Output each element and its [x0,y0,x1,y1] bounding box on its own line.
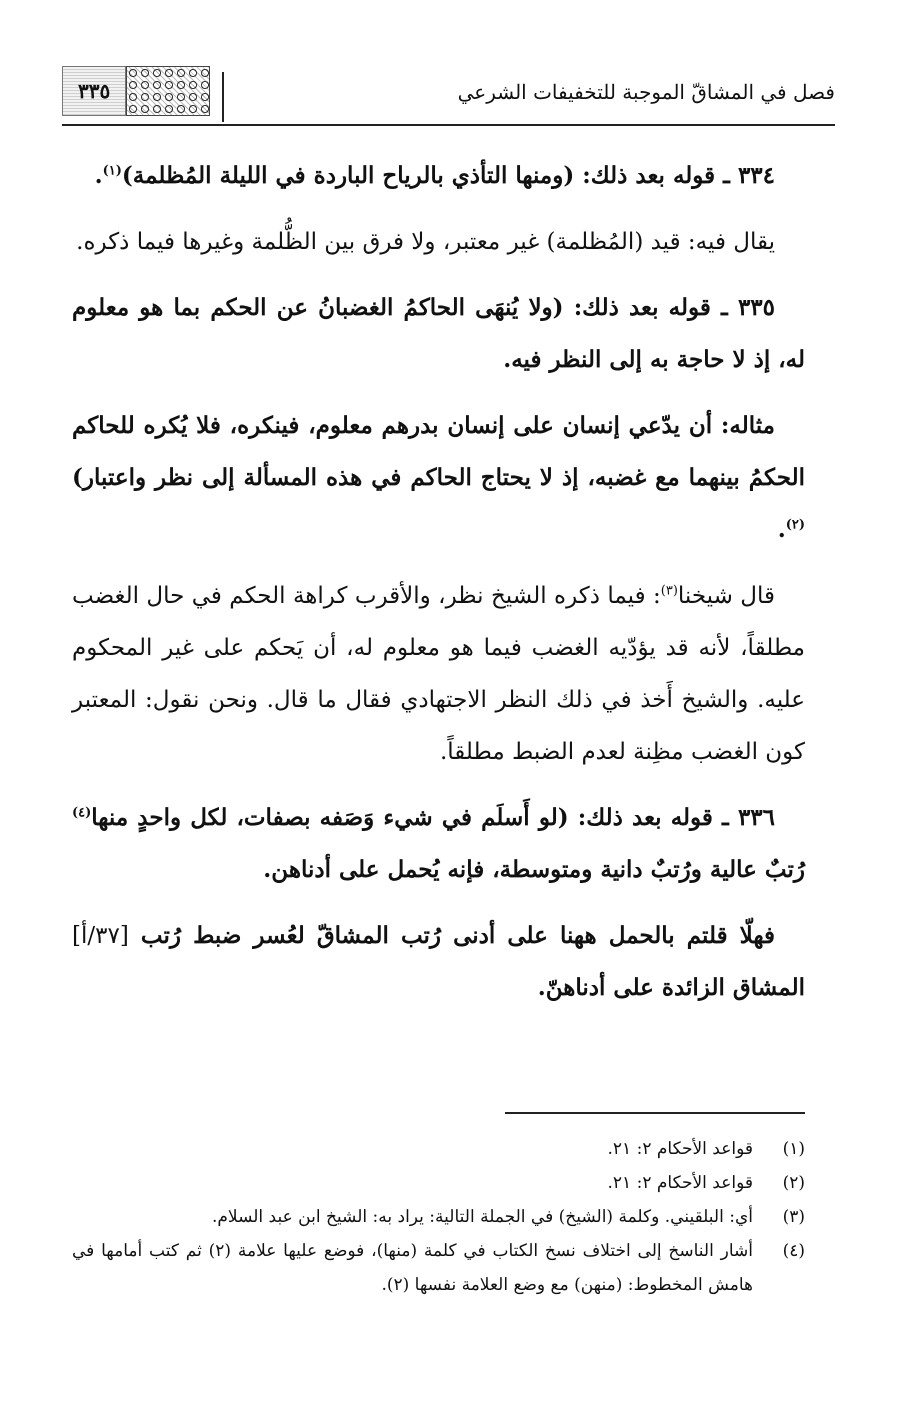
paragraph-shaykh [72,570,805,778]
footnote-number: (٤) [782,1241,805,1261]
footnote-marker: (٤) [72,805,92,821]
paragraph-text: فهلّا قلتم بالحمل ههنا على أدنى رُتب المشاقّ لعُسر ضبط رُتب [140,922,775,949]
page-header [62,58,835,126]
decorative-pattern-icon [126,66,210,116]
paragraph-text: : فيما ذكره الشيخ نظر، والأقرب كراهة الحكم في حال الغضب مطلقاً، لأنه قد يؤدّيه الغضب فيما هو معلوم له، أن يَحكم على غير المحكوم عليه. والشيخ أَخذ في ذلك النظر الاجتهادي فقال ما قال. ونحن نقول: المعتبر كون الغضب مظِنة لعدم الضبط مطلقاً. [72,583,805,765]
footnote-number: (١) [782,1139,805,1159]
footnote-text: أي: البلقيني. وكلمة (الشيخ) في الجملة التالية: يراد به: الشيخ ابن عبد السلام. [212,1207,753,1227]
page-number: ٣٣٥ [62,66,126,116]
paragraph-text: ٣٣٤ ـ قوله بعد ذلك: (ومنها التأذي بالرياح الباردة في الليلة المُظلمة) [121,162,775,189]
chapter-title: فصل في المشاقّ الموجبة للتخفيفات الشرعي [457,80,835,104]
footnote-item [72,1166,805,1200]
manuscript-folio-ref: [٣٧/أ] [72,923,129,949]
footnote-marker: (٣) [660,583,678,599]
paragraph-text-after: المشاق الزائدة على أدناهنّ. [537,974,805,1001]
paragraph-336 [72,792,805,896]
paragraph-tail: . [94,162,103,189]
footnote-separator [505,1112,805,1114]
footnote-marker: (١) [102,163,122,179]
footnotes [72,1132,805,1302]
paragraph-tail: . [777,516,786,543]
footnote-text: أشار الناسخ إلى اختلاف نسخ الكتاب في كلمة (منها)، فوضع عليها علامة (٢) ثم كتب أمامها في هامش المخطوط: (منهن) مع وضع العلامة نفسها (٢). [72,1241,753,1295]
footnote-item [72,1132,805,1166]
paragraph-text: رُتبٌ عالية ورُتبٌ دانية ومتوسطة، فإنه يُحمل على أدناهن. [263,856,805,883]
paragraph-question [72,910,805,1014]
footnote-item [72,1200,805,1234]
paragraph-example [72,400,805,556]
paragraph-text: مثاله: أن يدّعي إنسان على إنسان بدرهم معلوم، فينكره، فلا يُكره للحاكم الحكمُ بينهما مع غضبه، إذ لا يحتاج الحاكم في هذه المسألة إلى نظر واعتبار) [72,412,805,491]
footnote-item [72,1234,805,1302]
footnote-number: (٢) [782,1173,805,1193]
footnote-text: قواعد الأحكام ٢: ٢١. [607,1139,753,1159]
paragraph-335 [72,282,805,386]
paragraph-lead: قال شيخنا [677,583,776,609]
page-number-ornament [62,66,210,116]
paragraph-lead: ٣٣٦ ـ قوله بعد ذلك: (لو أَسلَم في شيء وَصَفه بصفات، لكل واحدٍ منها [91,804,775,831]
footnote-marker: (٢) [785,517,805,533]
footnote-number: (٣) [782,1207,805,1227]
paragraph-text: ٣٣٥ ـ قوله بعد ذلك: (ولا يُنهَى الحاكمُ الغضبانُ عن الحكم بما هو معلوم له، إذ لا حاجة به إلى النظر فيه. [72,294,805,373]
paragraph-commentary [72,216,805,268]
footnote-text: قواعد الأحكام ٢: ٢١. [607,1173,753,1193]
paragraph-text: يقال فيه: قيد (المُظلمة) غير معتبر، ولا فرق بين الظُّلمة وغيرها فيما ذكره. [76,229,775,255]
main-text [72,150,805,1028]
paragraph-334 [72,150,805,202]
header-divider [222,72,224,122]
